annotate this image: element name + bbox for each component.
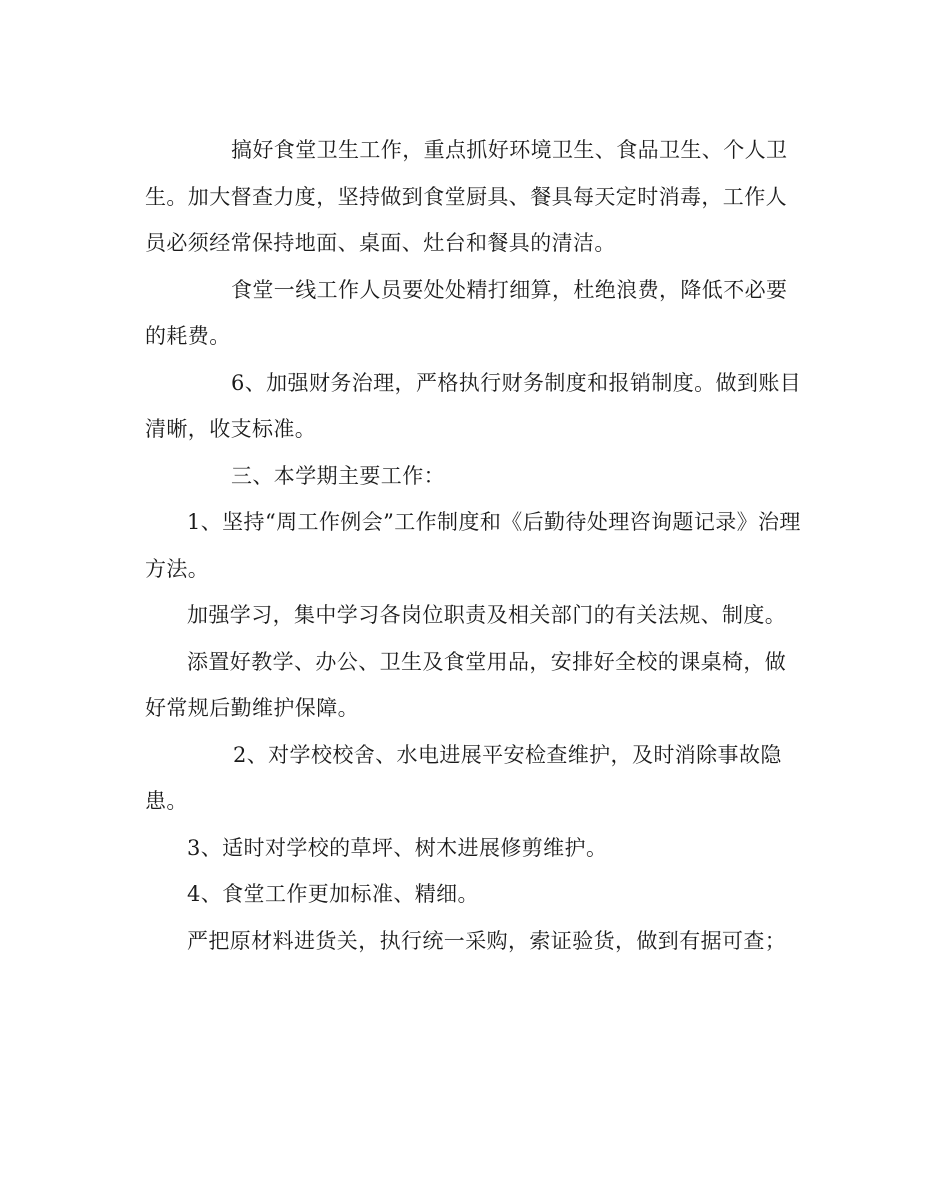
paragraph-finance: 6、加强财务治理，严格执行财务制度和报销制度。做到账目清晰，收支标准。 bbox=[145, 370, 802, 441]
paragraph-safety-check: 2、对学校校舍、水电进展平安检查维护，及时消除事故隐患。 bbox=[145, 742, 782, 813]
document-body bbox=[145, 127, 805, 964]
paragraph-canteen-hygiene: 搞好食堂卫生工作，重点抓好环境卫生、食品卫生、个人卫生。加大督查力度，坚持做到食堂厨具、餐具每天定时消毒，工作人员必须经常保持地面、桌面、灶台和餐具的清洁。 bbox=[145, 138, 788, 255]
paragraph-canteen-standard: 4、食堂工作更加标准、精细。 bbox=[187, 882, 479, 906]
paragraph-purchasing: 严把原材料进货关，执行统一采购，索证验货，做到有据可查； bbox=[187, 928, 787, 953]
paragraph-supplies: 添置好教学、办公、卫生及食堂用品，安排好全校的课桌椅，做好常规后勤维护保障。 bbox=[145, 649, 787, 720]
section-heading: 三、本学期主要工作： bbox=[231, 463, 445, 488]
paragraph-canteen-saving: 食堂一线工作人员要处处精打细算，杜绝浪费，降低不必要的耗费。 bbox=[145, 277, 788, 348]
paragraph-study: 加强学习，集中学习各岗位职责及相关部门的有关法规、制度。 bbox=[187, 603, 787, 627]
paragraph-weekly-meeting: 1、坚持“周工作例会”工作制度和《后勤待处理咨询题记录》治理方法。 bbox=[145, 510, 801, 581]
paragraph-lawn: 3、适时对学校的草坪、树木进展修剪维护。 bbox=[187, 835, 608, 860]
